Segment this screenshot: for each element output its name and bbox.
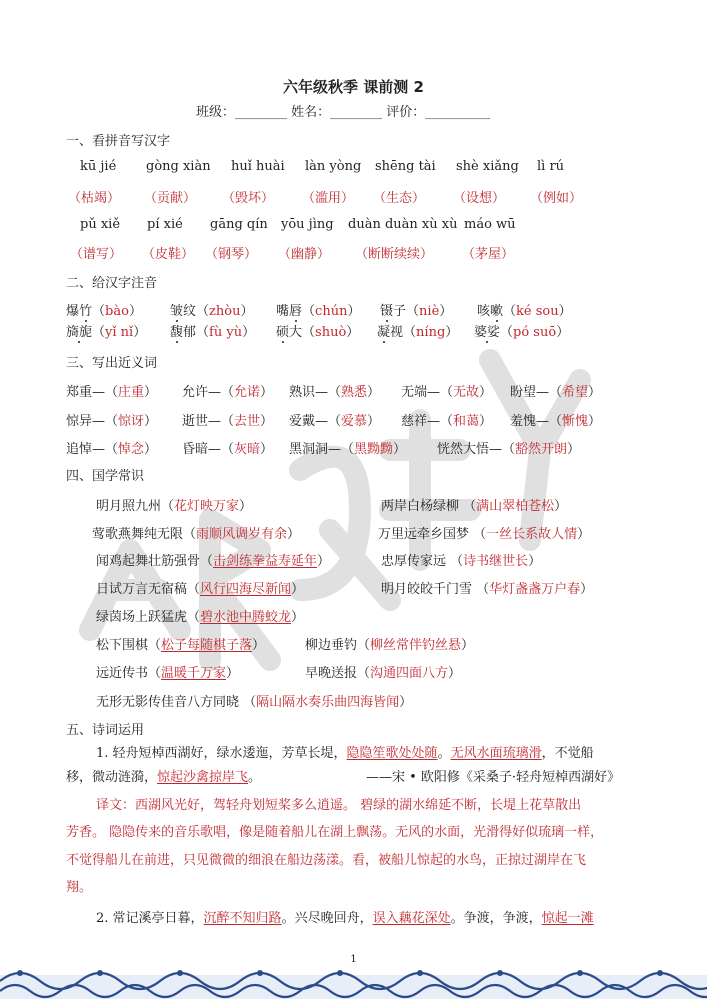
translation-line: 翔。	[66, 880, 93, 895]
pinyin-item: kū jié	[80, 159, 117, 174]
page-title: 六年级秋季 课前测 2	[283, 78, 424, 96]
phonetic-item: 镊子（niè）	[380, 304, 453, 319]
section2-heading: 二、给汉字注音	[66, 276, 158, 291]
answer-item: （滥用）	[302, 191, 355, 206]
couplet-item: 远近传书（温暖千万家）	[96, 666, 240, 681]
pinyin-item: làn yòng	[305, 159, 362, 174]
pinyin-item: lì rú	[537, 159, 565, 174]
synonym-item: 逝世—（去世）	[182, 414, 274, 429]
synonym-item: 黑洞洞—（黑黝黝）	[289, 442, 407, 457]
phonetic-item: 爆竹（bào）	[66, 304, 142, 319]
answer-item: （茅屋）	[462, 247, 515, 262]
poem1-source: ——宋 • 欧阳修《采桑子·轻舟短棹西湖好》	[366, 770, 621, 785]
phonetic-item: 硕大（shuò）	[276, 325, 360, 340]
poem1-line1: 1. 轻舟短棹西湖好，绿水逶迤，芳草长堤，隐隐笙歌处处随。无风水面琉璃滑，不觉船	[96, 746, 594, 761]
pinyin-item: pǔ xiě	[80, 217, 121, 232]
answer-item: （皮鞋）	[142, 247, 195, 262]
student-info-line: 班级：________ 姓名：________ 评价：__________	[196, 105, 491, 120]
couplet-item: 闻鸡起舞壮筋强骨（击剑练拳益寿延年）	[96, 554, 331, 569]
phonetic-item: 婆娑（pó suō）	[474, 325, 570, 340]
couplet-item: 日试万言无宿稿（风行四海尽新闻）	[96, 582, 305, 597]
synonym-item: 追悼—（悼念）	[66, 442, 158, 457]
synonym-item: 允许—（允诺）	[182, 385, 274, 400]
section3-heading: 三、写出近义词	[66, 356, 158, 371]
answer-item: （幽静）	[278, 247, 331, 262]
couplet-item: 松下围棋（松子每随棋子落）	[96, 638, 266, 653]
pinyin-item: shēng tài	[375, 159, 436, 174]
answer-item: （设想）	[453, 191, 506, 206]
pinyin-item: máo wū	[464, 217, 516, 232]
pinyin-item: gòng xiàn	[146, 159, 211, 174]
section1-heading: 一、看拼音写汉字	[66, 134, 171, 149]
couplet-item: 明月照九州（花灯映万家）	[96, 499, 253, 514]
pinyin-item: pí xié	[147, 217, 183, 232]
pinyin-item: yōu jìng	[281, 217, 334, 232]
answer-item: （生态）	[373, 191, 426, 206]
synonym-item: 昏暗—（灰暗）	[182, 442, 274, 457]
phonetic-item: 嘴唇（chún）	[276, 304, 361, 319]
couplet-item: 两岸白杨绿柳 （满山翠柏苍松）	[381, 499, 568, 514]
couplet-item: 明月皎皎千门雪 （华灯盏盏万户春）	[381, 582, 594, 597]
phonetic-item: 馥郁（fù yù）	[170, 325, 256, 340]
page-number: 1	[350, 954, 357, 965]
pinyin-item: huǐ huài	[231, 159, 285, 174]
couplet-item: 绿茵场上跃猛虎（碧水池中腾蛟龙）	[96, 610, 305, 625]
couplet-item: 早晚送报（沟通四面八方）	[305, 666, 462, 681]
answer-item: （钢琴）	[205, 247, 258, 262]
couplet-item: 莺歌燕舞纯无限（雨顺风调岁有余）	[92, 527, 301, 542]
synonym-item: 郑重—（庄重）	[66, 385, 158, 400]
section5-heading: 五、诗词运用	[66, 723, 145, 738]
answer-item: （毁坏）	[222, 191, 275, 206]
couplet-item: 万里远牵乡国梦 （一丝长系故人情）	[378, 527, 591, 542]
couplet-item: 无形无影传佳音八方同晓 （隔山隔水奏乐曲四海皆闻）	[96, 695, 413, 710]
answer-item: （谱写）	[70, 247, 123, 262]
synonym-item: 恍然大悟—（豁然开朗）	[437, 442, 581, 457]
answer-item: （例如）	[530, 191, 583, 206]
synonym-item: 慈祥—（和蔼）	[401, 414, 493, 429]
phonetic-item: 凝视（níng）	[377, 325, 459, 340]
poem1-line2: 移，微动涟漪，惊起沙禽掠岸飞。	[66, 770, 262, 785]
synonym-item: 熟识—（熟悉）	[289, 385, 381, 400]
answer-item: （贡献）	[144, 191, 197, 206]
wave-footer-graphic	[0, 957, 707, 999]
synonym-item: 无端—（无故）	[401, 385, 493, 400]
synonym-item: 爱戴—（爱慕）	[289, 414, 381, 429]
synonym-item: 惊异—（惊讶）	[66, 414, 158, 429]
pinyin-item: shè xiǎng	[456, 159, 519, 174]
couplet-item: 柳边垂钓（柳丝常伴钓丝悬）	[305, 638, 475, 653]
translation-line: 译文：西湖风光好，驾轻舟划短桨多么逍遥。 碧绿的湖水绵延不断，长堤上花草散出	[96, 798, 582, 813]
translation-line: 芳香。 隐隐传来的音乐歌唱，像是随着船儿在湖上飘荡。无风的水面，光滑得好似琉璃一样，	[66, 825, 604, 840]
section4-heading: 四、国学常识	[66, 469, 145, 484]
phonetic-item: 旖旎（yǐ nǐ）	[66, 325, 147, 340]
couplet-item: 忠厚传家远 （诗书继世长）	[381, 554, 542, 569]
answer-item: （枯竭）	[68, 191, 121, 206]
translation-line: 不觉得船儿在前进，只见微微的细浪在船边荡漾。看，被船儿惊起的水鸟，正掠过湖岸在飞	[66, 853, 587, 868]
pinyin-item: duàn duàn xù xù	[348, 217, 458, 232]
phonetic-item: 皱纹（zhòu）	[170, 304, 254, 319]
phonetic-item: 咳嗽（ké sou）	[477, 304, 572, 319]
pinyin-item: gāng qín	[210, 217, 268, 232]
answer-item: （断断续续）	[355, 247, 434, 262]
synonym-item: 盼望—（希望）	[510, 385, 602, 400]
synonym-item: 羞愧—（惭愧）	[510, 414, 602, 429]
poem2-line: 2. 常记溪亭日暮，沉醉不知归路。兴尽晚回舟，误入藕花深处。争渡，争渡，惊起一滩	[96, 911, 594, 926]
